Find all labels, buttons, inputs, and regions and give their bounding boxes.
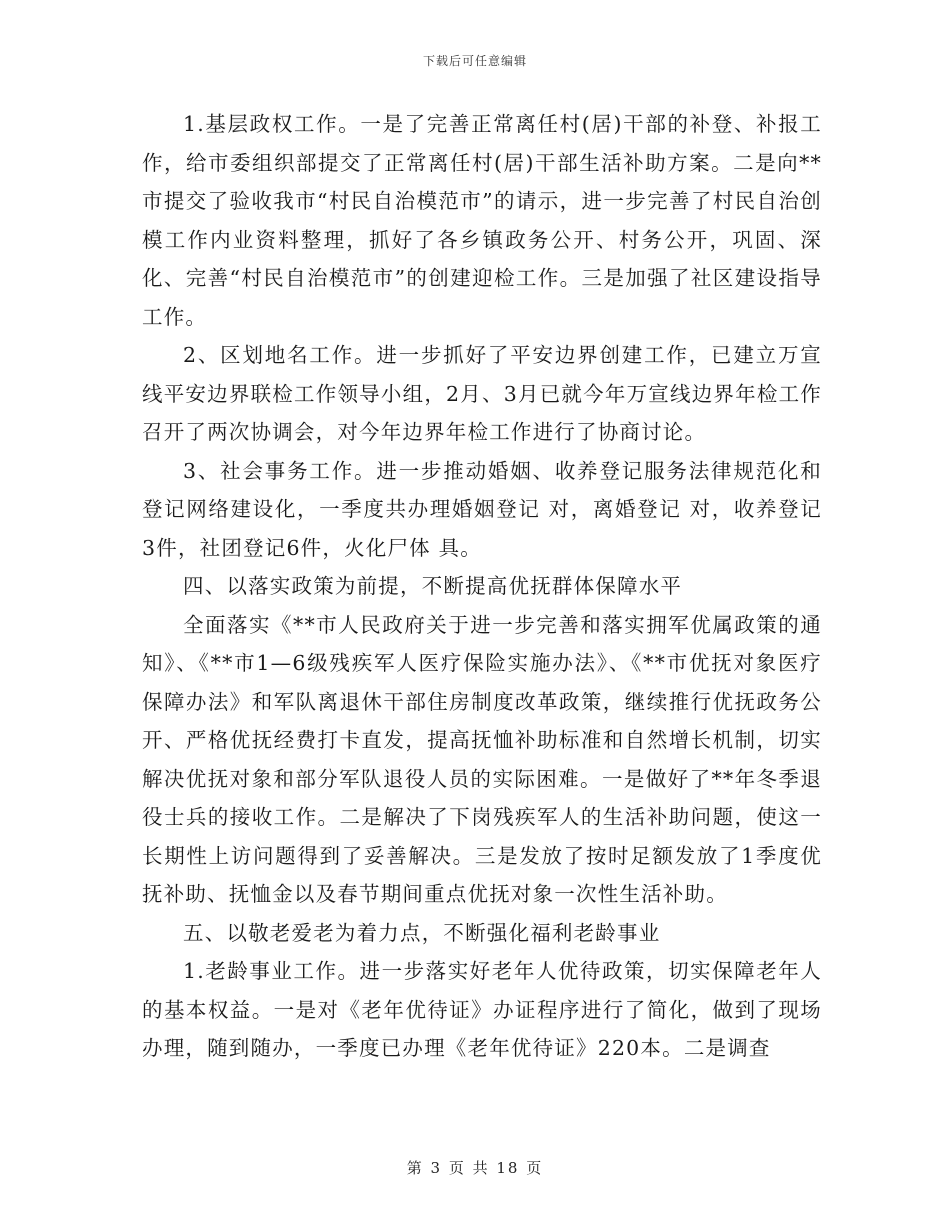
page-header: 下载后可任意编辑 bbox=[422, 54, 527, 68]
paragraph-zoning-placenames: 2、区划地名工作。进一步抓好了平安边界创建工作，已建立万宣线平安边界联检工作领导小组，2月、3月已就今年万宣线边界年检工作召开了两次协调会，对今年边界年检工作进行了协商讨论。 bbox=[142, 343, 822, 444]
section-heading-five: 五、以敬老爱老为着力点，不断强化福利老龄事业 bbox=[183, 920, 661, 945]
paragraph-preferential-policies: 全面落实《**市人民政府关于进一步完善和落实拥军优属政策的通知》、《**市1—6级残疾军人医疗保险实施办法》、《**市优抚对象医疗保障办法》和军队离退休干部住房制度改革政策，继续推行优抚政务公开、严格优抚经费打卡直发，提高抚恤补助标准和自然增长机制，切实解决优抚对象和部分军队退役人员的实际困难。一是做好了**年冬季退役士兵的接收工作。二是解决了下岗残疾军人的生活补助问题，使这一长期性上访问题得到了妥善解决。三是发放了按时足额发放了1季度优抚补助、抚恤金以及春节期间重点优抚对象一次性生活补助。 bbox=[142, 612, 822, 906]
section-heading-four: 四、以落实政策为前提，不断提高优抚群体保障水平 bbox=[183, 574, 683, 598]
document-body bbox=[142, 105, 822, 1068]
paragraph-grassroots-governance: 1.基层政权工作。一是了完善正常离任村(居)干部的补登、补报工作，给市委组织部提交了正常离任村(居)干部生活补助方案。二是向**市提交了验收我市“村民自治模范市”的请示，进一步完善了村民自治创模工作内业资料整理，抓好了各乡镇政务公开、村务公开，巩固、深化、完善“村民自治模范市”的创建迎检工作。三是加强了社区建设指导工作。 bbox=[142, 112, 822, 329]
paragraph-elderly-affairs: 1.老龄事业工作。进一步落实好老年人优待政策，切实保障老年人的基本权益。一是对《老年优待证》办证程序进行了简化，做到了现场办理，随到随办，一季度已办理《老年优待证》220本。二是调查 bbox=[142, 959, 822, 1060]
page-footer: 第 3 页 共 18 页 bbox=[406, 1159, 544, 1177]
paragraph-social-affairs: 3、社会事务工作。进一步推动婚姻、收养登记服务法律规范化和登记网络建设化，一季度共办理婚姻登记 对，离婚登记 对，收养登记3件，社团登记6件，火化尸体 具。 bbox=[142, 458, 822, 560]
